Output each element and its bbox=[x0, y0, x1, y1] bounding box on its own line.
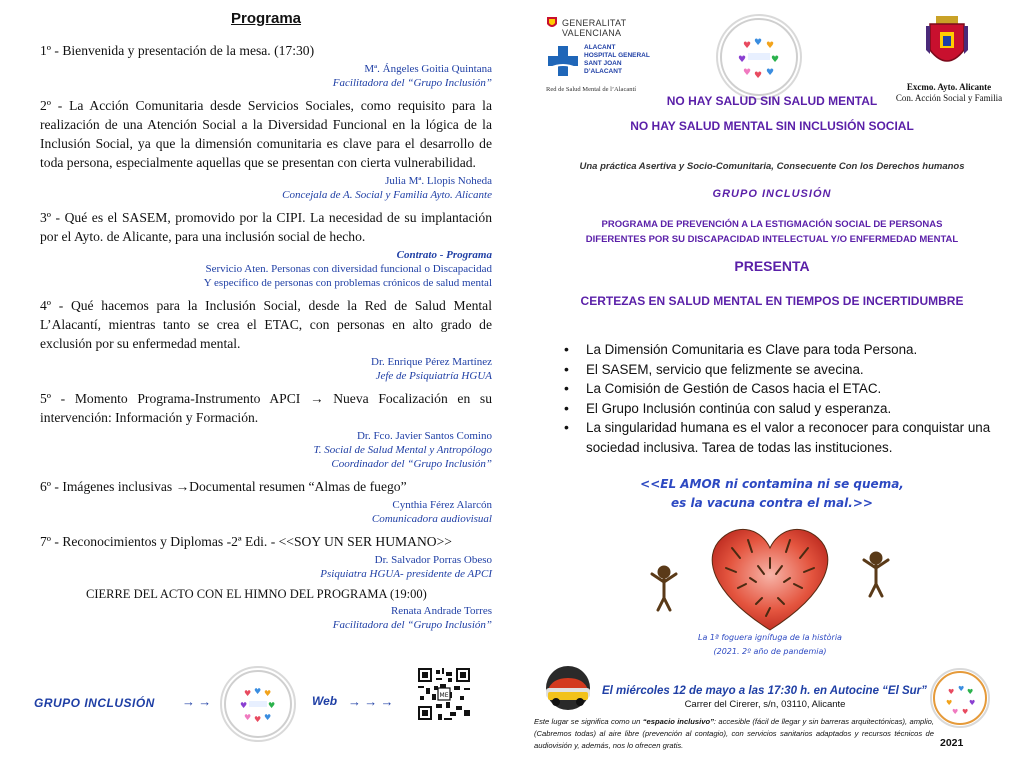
svg-text:♥: ♥ bbox=[264, 689, 272, 698]
service-line-2: Y específico de personas con problemas crónicos de salud mental bbox=[203, 277, 492, 289]
program-item-2 bbox=[40, 96, 492, 202]
heart-with-figures-icon bbox=[640, 512, 900, 642]
quote-line-1: <<EL AMOR ni contamina ni se quema, bbox=[640, 477, 904, 491]
left-footer bbox=[34, 664, 494, 744]
caption-line-2: (2021. 2º año de pandemia) bbox=[713, 647, 827, 656]
svg-text:♥: ♥ bbox=[254, 687, 262, 696]
svg-text:♥: ♥ bbox=[743, 68, 752, 78]
key-points-list bbox=[564, 340, 994, 457]
humanos-logo bbox=[220, 666, 296, 742]
programa-line-2: DIFERENTES POR SU DISCAPACIDAD INTELECTUAL Y/O ENFERMEDAD MENTAL bbox=[585, 234, 959, 245]
svg-text:♥: ♥ bbox=[962, 708, 969, 716]
hospital-line-3: SANT JOAN bbox=[584, 60, 622, 67]
hearts-circle-icon bbox=[718, 16, 800, 98]
svg-text:♥: ♥ bbox=[268, 701, 276, 710]
closing-text: CIERRE DEL ACTO CON EL HIMNO DEL PROGRAMA (19:00) bbox=[86, 587, 427, 601]
coat-of-arms-icon bbox=[924, 14, 970, 72]
speaker-role-2: Coordinador del “Grupo Inclusión” bbox=[331, 458, 492, 470]
svg-text:♥: ♥ bbox=[948, 688, 955, 696]
speaker-role: Comunicadora audiovisual bbox=[371, 513, 492, 525]
alicante-coat-of-arms bbox=[924, 14, 970, 72]
svg-text:♥: ♥ bbox=[244, 689, 252, 698]
svg-text:♥: ♥ bbox=[244, 713, 252, 722]
item-speaker bbox=[40, 604, 492, 632]
cultura-inclusiva-logo bbox=[930, 668, 990, 728]
list-item: • La singularidad humana es el valor a reconocer para conquistar una sociedad inclusiva. Tarea de todas las instituciones. bbox=[564, 418, 994, 457]
speaker-role: Facilitadora del “Grupo Inclusión” bbox=[332, 77, 492, 89]
list-item: • La Dimensión Comunitaria es Clave para toda Persona. bbox=[564, 340, 994, 360]
event-theme: CERTEZAS EN SALUD MENTAL EN TIEMPOS DE INCERTIDUMBRE bbox=[580, 294, 964, 308]
speaker-role: Concejala de A. Social y Familia Ayto. Alicante bbox=[282, 189, 492, 201]
programa-line-1: PROGRAMA DE PREVENCIÓN A LA ESTIGMACIÓN SOCIAL DE PERSONAS bbox=[601, 219, 943, 230]
autocine-logo bbox=[538, 664, 598, 712]
item-text: 6º - Imágenes inclusivas →Documental resumen “Almas de fuego” bbox=[40, 479, 407, 494]
hospital-line-2: HOSPITAL GENERAL bbox=[584, 52, 650, 59]
program-item-1 bbox=[40, 41, 492, 90]
program-title: Programa bbox=[230, 10, 302, 27]
item-speaker bbox=[40, 174, 492, 202]
speaker-name: Dr. Salvador Porras Obeso bbox=[374, 554, 492, 566]
generalitat-shield-icon bbox=[546, 16, 558, 30]
svg-text:♥: ♥ bbox=[952, 708, 959, 716]
svg-text:♥: ♥ bbox=[958, 685, 965, 693]
quote-line-2: es la vacuna contra el mal.>> bbox=[671, 496, 873, 510]
web-arrows: → → → bbox=[348, 694, 394, 709]
humanos-logo-top bbox=[716, 14, 802, 100]
svg-text:♥: ♥ bbox=[766, 68, 775, 78]
people-circle-icon bbox=[932, 670, 988, 726]
hospital-logo bbox=[546, 44, 676, 83]
svg-text:♥: ♥ bbox=[771, 55, 780, 65]
hospital-line-4: D’ALACANT bbox=[584, 68, 622, 75]
svg-text:♥: ♥ bbox=[743, 41, 752, 51]
program-item-3 bbox=[40, 208, 492, 290]
hearts-circle-icon bbox=[222, 668, 294, 740]
item-text: 7º - Reconocimientos y Diplomas -2ª Edi. - <<SOY UN SER HUMANO>> bbox=[40, 534, 452, 549]
item-text: 3º - Qué es el SASEM, promovido por la CIPI. La necesidad de su implantación por el Ayto. de Alicante, para una inclusión social de hecho. bbox=[40, 210, 492, 244]
speaker-name: Cynthia Férez Alarcón bbox=[392, 499, 492, 511]
qr-code-icon bbox=[416, 666, 472, 722]
speaker-name: Dr. Fco. Javier Santos Comino bbox=[356, 430, 492, 442]
service-line-1: Servicio Aten. Personas con diversidad funcional o Discapacidad bbox=[205, 263, 492, 275]
hospital-line-1: ALACANT bbox=[584, 44, 616, 51]
speaker-role: Facilitadora del “Grupo Inclusión” bbox=[332, 619, 492, 631]
svg-text:♥: ♥ bbox=[766, 41, 775, 51]
tagline: Una práctica Asertiva y Socio-Comunitaria, Consecuente Con los Derechos humanos bbox=[579, 161, 965, 172]
year-label: 2021 bbox=[940, 737, 964, 749]
program-item-4 bbox=[40, 296, 492, 383]
item-speaker bbox=[40, 62, 492, 90]
speaker-role: Contrato - Programa bbox=[396, 249, 492, 261]
event-address: Carrer del Cirerer, s/n, 03110, Alicante bbox=[684, 699, 846, 710]
item-text: 5º - Momento Programa-Instrumento APCI → Nueva Focalización en su intervención: Información y Formación. bbox=[40, 391, 492, 425]
web-label: Web bbox=[312, 694, 338, 708]
venue-text-rest: : accesible (fácil de llegar y sin barreras arquitectónicas), amplio, (Cabremos todas) al aire libre (prevención al contagio), con servicios sanitarios adaptados y recursos técnicos de audiovisión y, además, nos lo ofrecen gratis. bbox=[534, 717, 934, 750]
list-item: • El SASEM, servicio que felizmente se avecina. bbox=[564, 360, 994, 380]
list-item: • La Comisión de Gestión de Casos hacia el ETAC. bbox=[564, 379, 994, 399]
svg-text:♥: ♥ bbox=[738, 55, 747, 65]
caption-line-1: La 1ª foguera ignífuga de la història bbox=[698, 633, 842, 642]
headline-2: NO HAY SALUD MENTAL SIN INCLUSIÓN SOCIAL bbox=[630, 119, 914, 133]
svg-text:♥: ♥ bbox=[240, 701, 248, 710]
speaker-name: Mª. Ángeles Goitia Quintana bbox=[364, 63, 492, 75]
speaker-role: T. Social de Salud Mental y Antropólogo bbox=[313, 444, 492, 456]
hospital-cross-icon bbox=[546, 44, 580, 78]
item-speaker bbox=[40, 248, 492, 290]
heart-illustration bbox=[640, 512, 900, 642]
headline-1: NO HAY SALUD SIN SALUD MENTAL bbox=[666, 94, 878, 108]
venue-text-lead: Este lugar se significa como un bbox=[534, 717, 643, 726]
svg-text:♥: ♥ bbox=[264, 713, 272, 722]
item-text: 1º - Bienvenida y presentación de la mesa. (17:30) bbox=[40, 43, 315, 58]
qr-code[interactable] bbox=[416, 666, 472, 722]
item-speaker bbox=[40, 429, 492, 471]
list-item: • El Grupo Inclusión continúa con salud y esperanza. bbox=[564, 399, 994, 419]
svg-text:♥: ♥ bbox=[946, 699, 953, 707]
event-details: El miércoles 12 de mayo a las 17:30 h. en Autocine “El Sur” bbox=[602, 685, 927, 697]
venue-description bbox=[534, 716, 934, 752]
program-item-6 bbox=[40, 477, 492, 526]
svg-text:♥: ♥ bbox=[969, 699, 976, 707]
ayuntamiento-name: Excmo. Ayto. Alicante bbox=[906, 82, 992, 92]
item-text: 4º - Qué hacemos para la Inclusión Social, desde la Red de Salud Mental L’Alacantí, mientras tanto se crea el ETAC, con personas en alto grado de exclusión por su enfermedad mental. bbox=[40, 298, 492, 351]
item-speaker bbox=[40, 498, 492, 526]
svg-text:♥: ♥ bbox=[754, 38, 763, 48]
item-speaker bbox=[40, 553, 492, 581]
svg-text:ME: ME bbox=[439, 692, 449, 699]
venue-text-bold: “espacio inclusivo” bbox=[642, 717, 714, 726]
speaker-name: Dr. Enrique Pérez Martínez bbox=[371, 356, 492, 368]
generalitat-name: GENERALITAT VALENCIANA bbox=[562, 18, 627, 38]
poster-panel bbox=[520, 0, 1024, 773]
program-item-7 bbox=[40, 532, 492, 581]
program-item-5 bbox=[40, 389, 492, 471]
grupo-inclusion-title: GRUPO INCLUSIÓN bbox=[712, 188, 832, 200]
program-closing bbox=[40, 587, 492, 632]
speaker-name: Renata Andrade Torres bbox=[390, 605, 492, 617]
svg-text:♥: ♥ bbox=[254, 715, 262, 724]
red-salud-label: Red de Salud Mental de l’Alacantí bbox=[546, 86, 637, 93]
speaker-role: Jefe de Psiquiatría HGUA bbox=[375, 370, 492, 382]
autocine-car-icon bbox=[538, 664, 598, 712]
presenta-label: PRESENTA bbox=[734, 258, 810, 274]
item-speaker bbox=[40, 355, 492, 383]
grupo-inclusion-label: GRUPO INCLUSIÓN bbox=[34, 696, 155, 710]
speaker-role: Psiquiatra HGUA- presidente de APCI bbox=[320, 568, 492, 580]
svg-text:♥: ♥ bbox=[754, 71, 763, 81]
ayuntamiento-department: Con. Acción Social y Familia bbox=[895, 93, 1003, 103]
program-panel bbox=[40, 10, 492, 638]
speaker-name: Julia Mª. Llopis Noheda bbox=[385, 175, 492, 187]
item-text: 2º - La Acción Comunitaria desde Servicios Sociales, como requisito para la realización de una Atención Social a la Diversidad Funcional en la lógica de la Inclusión Social, ya que la dimensión comunitaria es clave para el desarrollo de toda persona, especialmente aquellas que se presentan con cierta vulnerabilidad. bbox=[40, 98, 492, 170]
arrows: → → bbox=[182, 694, 212, 709]
svg-text:♥: ♥ bbox=[967, 688, 974, 696]
hospital-name bbox=[584, 44, 650, 76]
